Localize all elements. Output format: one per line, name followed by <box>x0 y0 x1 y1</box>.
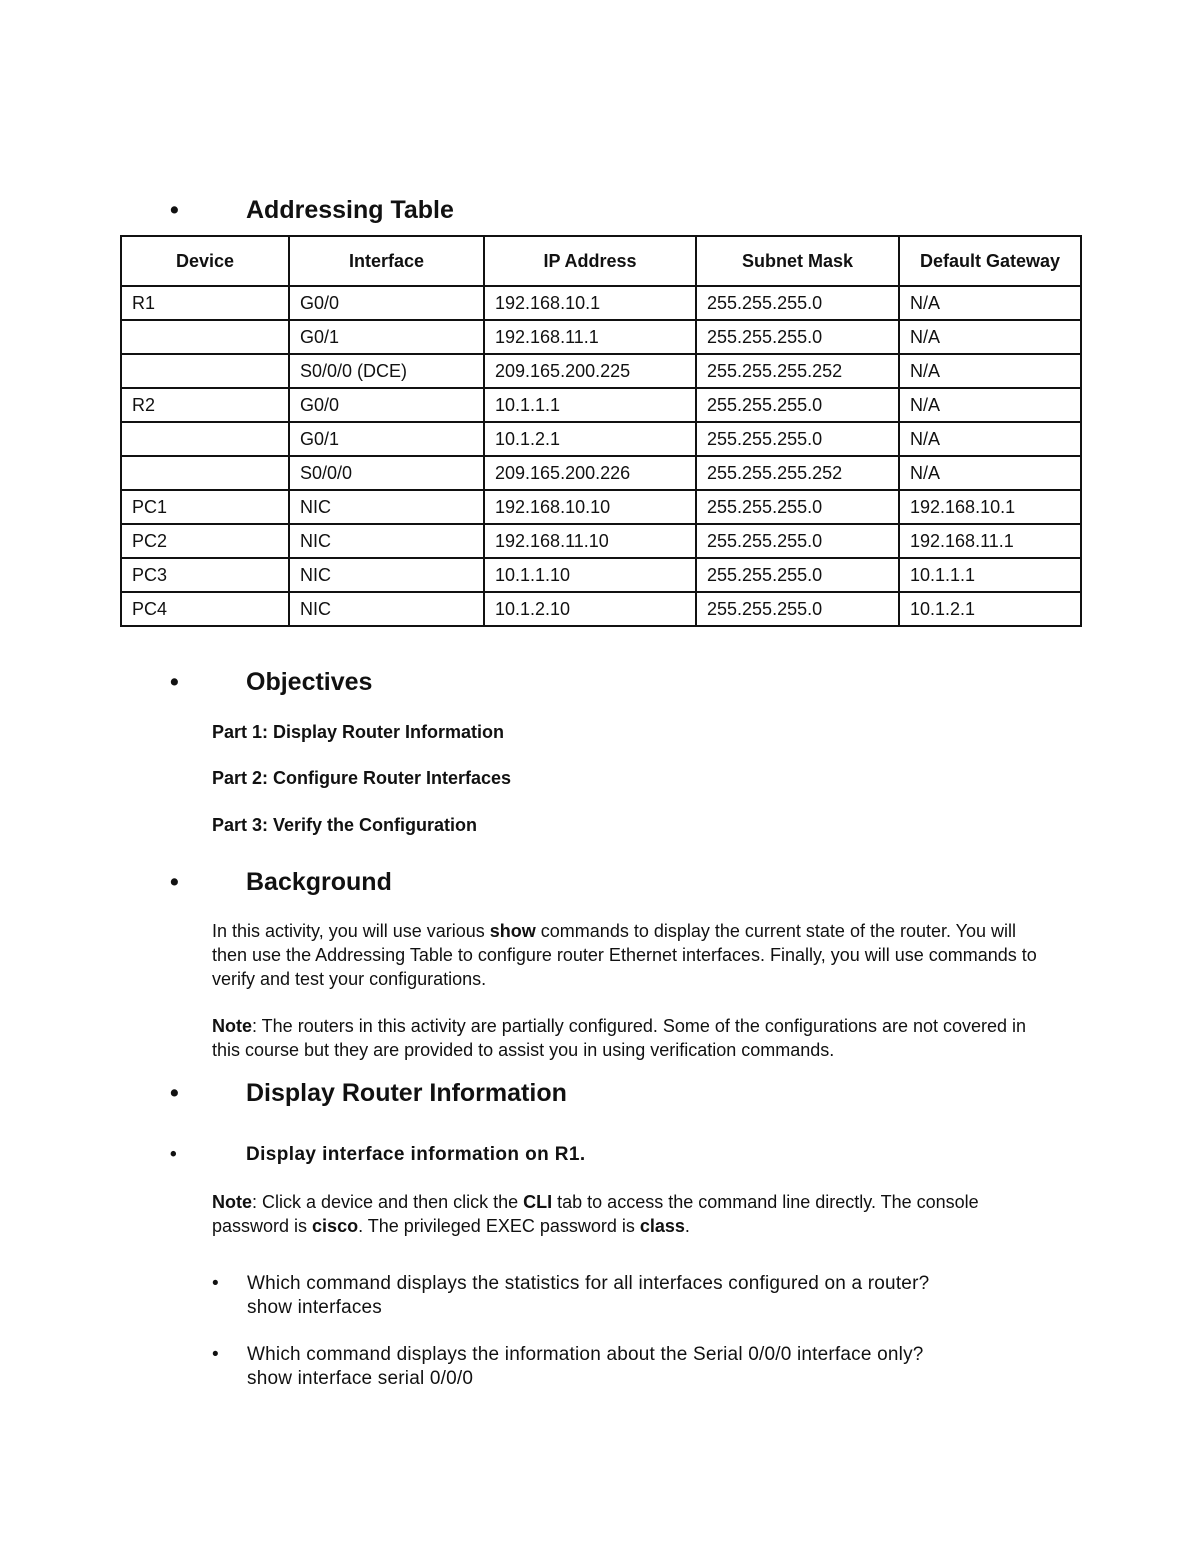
cell-subnet-mask: 255.255.255.0 <box>696 388 899 422</box>
cell-device <box>121 320 289 354</box>
col-header-device: Device <box>121 236 289 286</box>
cell-device: PC4 <box>121 592 289 626</box>
table-row <box>121 422 1081 456</box>
section-title: Display Router Information <box>246 1079 567 1107</box>
cell-interface: NIC <box>289 592 484 626</box>
addressing-table <box>120 235 1082 627</box>
table-row <box>121 388 1081 422</box>
section-heading-objectives <box>170 667 372 697</box>
objective-part-3: Part 3: Verify the Configuration <box>212 815 478 835</box>
col-header-default-gateway: Default Gateway <box>899 236 1081 286</box>
cell-ip-address: 192.168.11.10 <box>484 524 696 558</box>
cell-interface: G0/1 <box>289 422 484 456</box>
cell-default-gateway: N/A <box>899 422 1081 456</box>
cell-default-gateway: N/A <box>899 456 1081 490</box>
table-row <box>121 320 1081 354</box>
text-run: . The privileged EXEC password is <box>358 1216 640 1236</box>
cell-ip-address: 192.168.10.1 <box>484 286 696 320</box>
cell-ip-address: 209.165.200.226 <box>484 456 696 490</box>
cell-device <box>121 456 289 490</box>
table-row <box>121 558 1081 592</box>
table-row <box>121 592 1081 626</box>
cell-ip-address: 10.1.2.1 <box>484 422 696 456</box>
cell-interface: G0/0 <box>289 388 484 422</box>
cell-device: PC3 <box>121 558 289 592</box>
cell-subnet-mask: 255.255.255.252 <box>696 456 899 490</box>
cell-interface: S0/0/0 (DCE) <box>289 354 484 388</box>
cell-default-gateway: N/A <box>899 388 1081 422</box>
cell-interface: NIC <box>289 524 484 558</box>
cell-ip-address: 192.168.10.10 <box>484 490 696 524</box>
cell-device: R2 <box>121 388 289 422</box>
cell-subnet-mask: 255.255.255.0 <box>696 320 899 354</box>
text-run: commands to display the current state of the router. You will then use the Addressing Table to configure router Ethernet interfaces. Finally, you will use commands to verify and test your configurations. <box>212 921 1037 989</box>
cell-default-gateway: 192.168.11.1 <box>899 524 1081 558</box>
step-title: Display interface information on R1. <box>246 1144 586 1165</box>
cell-ip-address: 10.1.1.10 <box>484 558 696 592</box>
note-label: Note <box>212 1192 252 1212</box>
cell-ip-address: 10.1.2.10 <box>484 592 696 626</box>
cell-default-gateway: N/A <box>899 286 1081 320</box>
cell-ip-address: 192.168.11.1 <box>484 320 696 354</box>
cell-interface: NIC <box>289 490 484 524</box>
text-run: In this activity, you will use various <box>212 921 490 941</box>
cell-ip-address: 10.1.1.1 <box>484 388 696 422</box>
cell-device: PC1 <box>121 490 289 524</box>
bullet-icon: • <box>212 1273 219 1294</box>
background-note <box>212 1014 1042 1062</box>
bullet-icon: • <box>170 1079 179 1107</box>
text-run: : Click a device and then click the <box>252 1192 524 1212</box>
col-header-interface: Interface <box>289 236 484 286</box>
text-run: tab to access the command line directly. The console password is <box>212 1192 979 1236</box>
question-item <box>212 1272 1042 1320</box>
cell-subnet-mask: 255.255.255.0 <box>696 592 899 626</box>
cell-default-gateway: N/A <box>899 354 1081 388</box>
table-row <box>121 456 1081 490</box>
table-header-row <box>121 236 1081 286</box>
cell-default-gateway: 10.1.2.1 <box>899 592 1081 626</box>
table-row <box>121 490 1081 524</box>
bullet-icon: • <box>170 868 179 896</box>
bullet-icon: • <box>170 196 179 224</box>
cell-device: R1 <box>121 286 289 320</box>
cell-default-gateway: N/A <box>899 320 1081 354</box>
objective-part-2: Part 2: Configure Router Interfaces <box>212 768 512 788</box>
question-text: Which command displays the statistics for all interfaces configured on a router? <box>247 1273 930 1294</box>
section-title: Background <box>246 868 392 896</box>
section-title: Objectives <box>246 668 373 696</box>
answer-text: show interfaces <box>247 1297 383 1318</box>
note-label: Note <box>212 1016 252 1036</box>
cell-subnet-mask: 255.255.255.0 <box>696 490 899 524</box>
section-heading-background <box>170 867 392 897</box>
cell-interface: S0/0/0 <box>289 456 484 490</box>
show-keyword: show <box>489 921 536 941</box>
cli-keyword: CLI <box>523 1192 553 1212</box>
cell-subnet-mask: 255.255.255.252 <box>696 354 899 388</box>
step-heading <box>170 1143 586 1167</box>
cell-default-gateway: 10.1.1.1 <box>899 558 1081 592</box>
cell-interface: G0/1 <box>289 320 484 354</box>
cell-subnet-mask: 255.255.255.0 <box>696 558 899 592</box>
table-row <box>121 524 1081 558</box>
exec-password: class <box>639 1216 685 1236</box>
table-row <box>121 354 1081 388</box>
objective-part-1: Part 1: Display Router Information <box>212 722 505 742</box>
bullet-icon: • <box>212 1344 219 1365</box>
question-text: Which command displays the information about the Serial 0/0/0 interface only? <box>247 1344 924 1365</box>
cell-subnet-mask: 255.255.255.0 <box>696 286 899 320</box>
col-header-subnet-mask: Subnet Mask <box>696 236 899 286</box>
cell-ip-address: 209.165.200.225 <box>484 354 696 388</box>
step-note <box>212 1190 1042 1238</box>
console-password: cisco <box>312 1216 359 1236</box>
cell-subnet-mask: 255.255.255.0 <box>696 524 899 558</box>
cell-device: PC2 <box>121 524 289 558</box>
section-heading-addressing-table <box>170 195 454 225</box>
cell-interface: NIC <box>289 558 484 592</box>
answer-text: show interface serial 0/0/0 <box>247 1368 474 1389</box>
bullet-icon: • <box>170 1144 178 1165</box>
cell-device <box>121 354 289 388</box>
background-paragraph <box>212 919 1042 991</box>
text-run: . <box>684 1216 690 1236</box>
section-title: Addressing Table <box>246 196 454 224</box>
section-heading-display-router-info <box>170 1078 567 1108</box>
table-row <box>121 286 1081 320</box>
col-header-ip-address: IP Address <box>484 236 696 286</box>
cell-default-gateway: 192.168.10.1 <box>899 490 1081 524</box>
bullet-icon: • <box>170 668 179 696</box>
cell-interface: G0/0 <box>289 286 484 320</box>
note-text: : The routers in this activity are partially configured. Some of the configurations are not covered in this course but they are provided to assist you in using verification commands. <box>212 1016 1027 1060</box>
cell-subnet-mask: 255.255.255.0 <box>696 422 899 456</box>
question-item <box>212 1343 1042 1391</box>
cell-device <box>121 422 289 456</box>
